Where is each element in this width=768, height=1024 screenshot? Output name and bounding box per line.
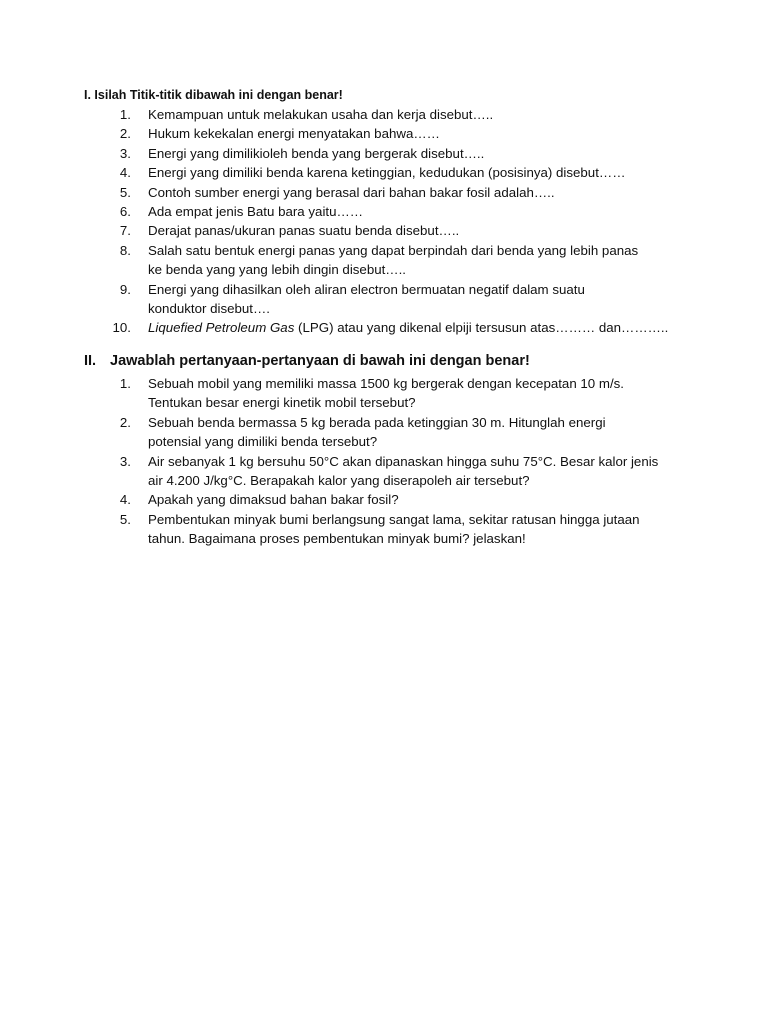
item-line: Sebuah benda bermassa 5 kg berada pada ketinggian 30 m. Hitunglah energi	[148, 414, 606, 430]
item-line: Air sebanyak 1 kg bersuhu 50°C akan dipanaskan hingga suhu 75°C. Besar kalor jenis	[148, 453, 659, 469]
item-text	[148, 374, 688, 413]
item-number: 8.	[119, 242, 131, 258]
item-line: Energi yang dimilikioleh benda yang bergerak disebut…..	[148, 145, 485, 161]
section-2-list	[0, 374, 768, 549]
item-line: tahun. Bagaimana proses pembentukan minyak bumi? jelaskan!	[148, 531, 526, 547]
section-2-roman-numeral: II.	[84, 353, 97, 369]
item-line: Hukum kekekalan energi menyatakan bahwa……	[148, 126, 440, 142]
item-line: Sebuah mobil yang memiliki massa 1500 kg bergerak dengan kecepatan 10 m/s.	[148, 376, 625, 391]
item-line: Energi yang dihasilkan oleh aliran electron bermuatan negatif dalam suatu	[148, 281, 585, 297]
item-number: 2.	[119, 126, 131, 142]
list-item	[0, 413, 768, 452]
item-line: Salah satu bentuk energi panas yang dapat berpindah dari benda yang lebih panas	[148, 242, 639, 258]
item-text	[148, 202, 688, 221]
section-1-heading: I. Isilah Titik-titik dibawah ini dengan benar!	[84, 88, 343, 102]
item-text	[148, 241, 688, 280]
item-text	[148, 124, 688, 143]
list-item	[0, 124, 768, 143]
list-item	[0, 318, 768, 337]
item-line: ke benda yang yang lebih dingin disebut…..	[148, 262, 406, 278]
list-item	[0, 163, 768, 182]
section-2-heading-text: Jawablah pertanyaan-pertanyaan di bawah ini dengan benar!	[110, 353, 530, 369]
item-number: 5.	[119, 511, 131, 527]
item-text-rest: (LPG) atau yang dikenal elpiji tersusun atas……… dan………..	[294, 320, 669, 336]
item-text	[148, 144, 688, 163]
list-item	[0, 490, 768, 509]
list-item	[0, 105, 768, 124]
item-line: potensial yang dimiliki benda tersebut?	[148, 434, 378, 450]
item-text	[148, 490, 688, 509]
item-number: 5.	[119, 184, 131, 200]
item-number: 10.	[112, 320, 131, 336]
list-item	[0, 280, 768, 319]
item-line: Derajat panas/ukuran panas suatu benda disebut…..	[148, 223, 460, 239]
item-number: 2.	[119, 414, 131, 430]
list-item	[0, 510, 768, 549]
item-line: Contoh sumber energi yang berasal dari bahan bakar fosil adalah…..	[148, 184, 555, 200]
list-item	[0, 221, 768, 240]
list-item	[0, 144, 768, 163]
item-line: Tentukan besar energi kinetik mobil tersebut?	[148, 395, 416, 411]
list-item	[0, 452, 768, 491]
item-number: 6.	[119, 203, 131, 219]
item-line: Ada empat jenis Batu bara yaitu……	[148, 203, 364, 219]
section-1-list	[0, 105, 768, 338]
item-number: 4.	[119, 492, 131, 508]
section-2-heading	[84, 353, 530, 369]
list-item	[0, 374, 768, 413]
item-number: 3.	[119, 145, 131, 161]
item-text	[148, 510, 688, 549]
item-line: Apakah yang dimaksud bahan bakar fosil?	[148, 492, 399, 508]
item-number: 7.	[119, 223, 131, 239]
item-line: Kemampuan untuk melakukan usaha dan kerja disebut…..	[148, 107, 494, 122]
list-item	[0, 241, 768, 280]
item-text	[148, 183, 688, 202]
item-text	[148, 221, 688, 240]
list-item	[0, 183, 768, 202]
item-number: 9.	[119, 281, 131, 297]
item-text	[148, 318, 688, 337]
item-text	[148, 163, 688, 182]
item-number: 4.	[119, 165, 131, 181]
item-text	[148, 280, 688, 319]
item-line: air 4.200 J/kg°C. Berapakah kalor yang diserapoleh air tersebut?	[148, 473, 530, 488]
item-text	[148, 105, 688, 124]
list-item	[0, 202, 768, 221]
item-text	[148, 413, 688, 452]
item-italic-term: Liquefied Petroleum Gas	[148, 320, 295, 336]
item-text	[148, 452, 688, 491]
item-number: 1.	[119, 107, 131, 122]
item-line: Energi yang dimiliki benda karena ketinggian, kedudukan (posisinya) disebut……	[148, 165, 626, 181]
item-number: 1.	[119, 376, 131, 391]
item-line: konduktor disebut….	[148, 300, 270, 316]
item-number: 3.	[119, 453, 131, 469]
item-line: Pembentukan minyak bumi berlangsung sangat lama, sekitar ratusan hingga jutaan	[148, 511, 640, 527]
